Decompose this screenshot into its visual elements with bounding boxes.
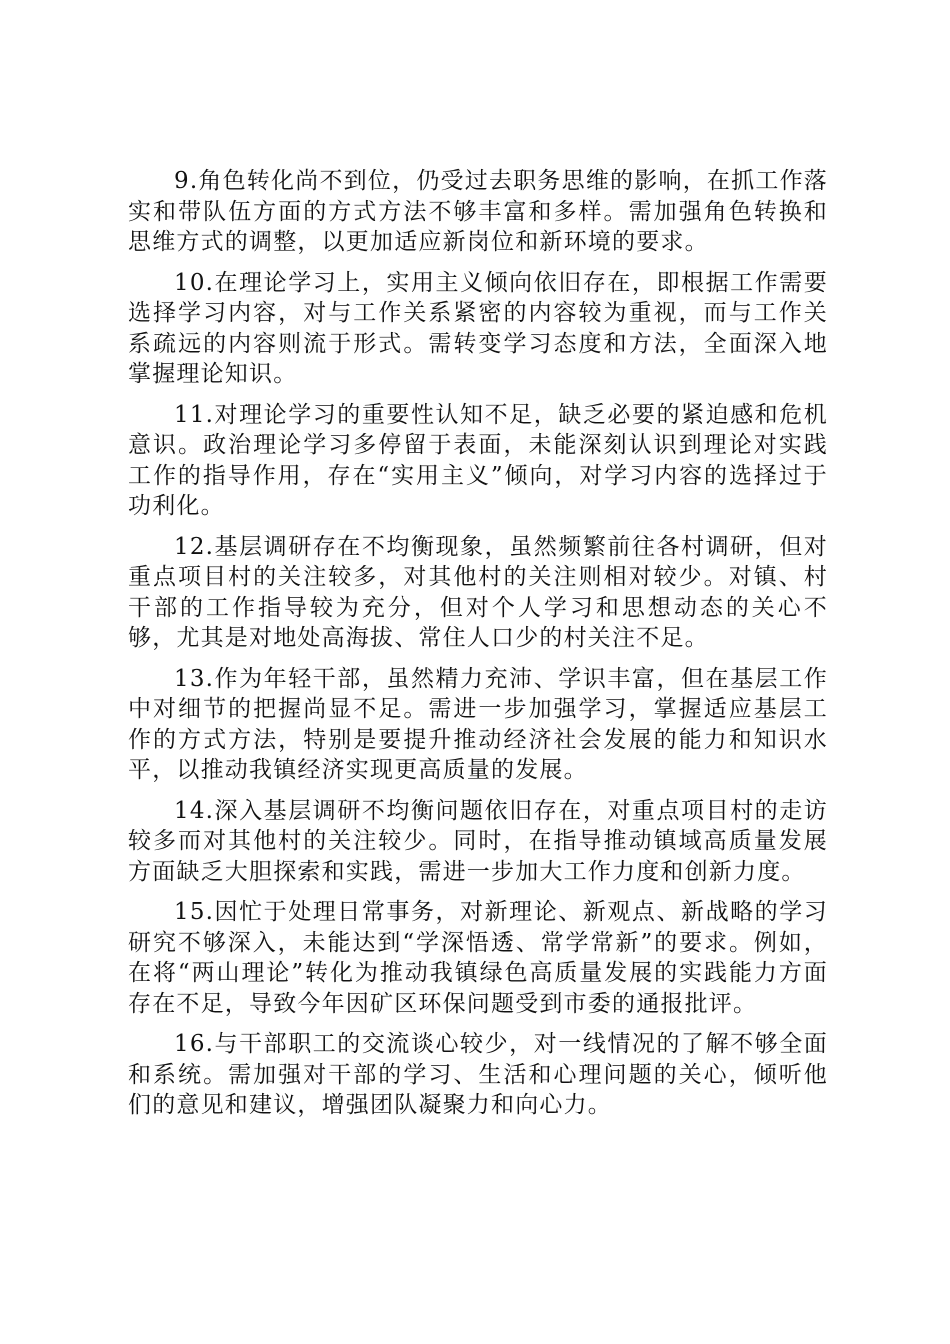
paragraph-item-10: 10.在理论学习上，实用主义倾向依旧存在，即根据工作需要选择学习内容，对与工作关系紧密的内容较为重视，而与工作关系疏远的内容则流于形式。需转变学习态度和方法，全面深入地掌握理论知识。	[128, 269, 828, 387]
paragraph-item-14: 14.深入基层调研不均衡问题依旧存在，对重点项目村的走访较多而对其他村的关注较少。同时，在指导推动镇域高质量发展方面缺乏大胆探索和实践，需进一步加大工作力度和创新力度。	[128, 797, 828, 885]
paragraph-item-15: 15.因忙于处理日常事务，对新理论、新观点、新战略的学习研究不够深入，未能达到“学深悟透、常学常新”的要求。例如，在将“两山理论”转化为推动我镇绿色高质量发展的实践能力方面存在不足，导致今年因矿区环保问题受到市委的通报批评。	[128, 899, 828, 1017]
document-body	[128, 166, 828, 1131]
paragraph-item-9: 9.角色转化尚不到位，仍受过去职务思维的影响，在抓工作落实和带队伍方面的方式方法不够丰富和多样。需加强角色转换和思维方式的调整，以更加适应新岗位和新环境的要求。	[128, 168, 828, 255]
paragraph-item-12: 12.基层调研存在不均衡现象，虽然频繁前往各村调研，但对重点项目村的关注较多，对其他村的关注则相对较少。对镇、村干部的工作指导较为充分，但对个人学习和思想动态的关心不够，尤其是对地处高海拔、常住人口少的村关注不足。	[128, 533, 828, 651]
paragraph-item-16: 16.与干部职工的交流谈心较少，对一线情况的了解不够全面和系统。需加强对干部的学习、生活和心理问题的关心，倾听他们的意见和建议，增强团队凝聚力和向心力。	[128, 1031, 828, 1118]
paragraph-item-11: 11.对理论学习的重要性认知不足，缺乏必要的紧迫感和危机意识。政治理论学习多停留于表面，未能深刻认识到理论对实践工作的指导作用，存在“实用主义”倾向，对学习内容的选择过于功利化。	[128, 401, 828, 519]
paragraph-item-13: 13.作为年轻干部，虽然精力充沛、学识丰富，但在基层工作中对细节的把握尚显不足。需进一步加强学习，掌握适应基层工作的方式方法，特别是要提升推动经济社会发展的能力和知识水平，以推动我镇经济实现更高质量的发展。	[128, 665, 828, 783]
